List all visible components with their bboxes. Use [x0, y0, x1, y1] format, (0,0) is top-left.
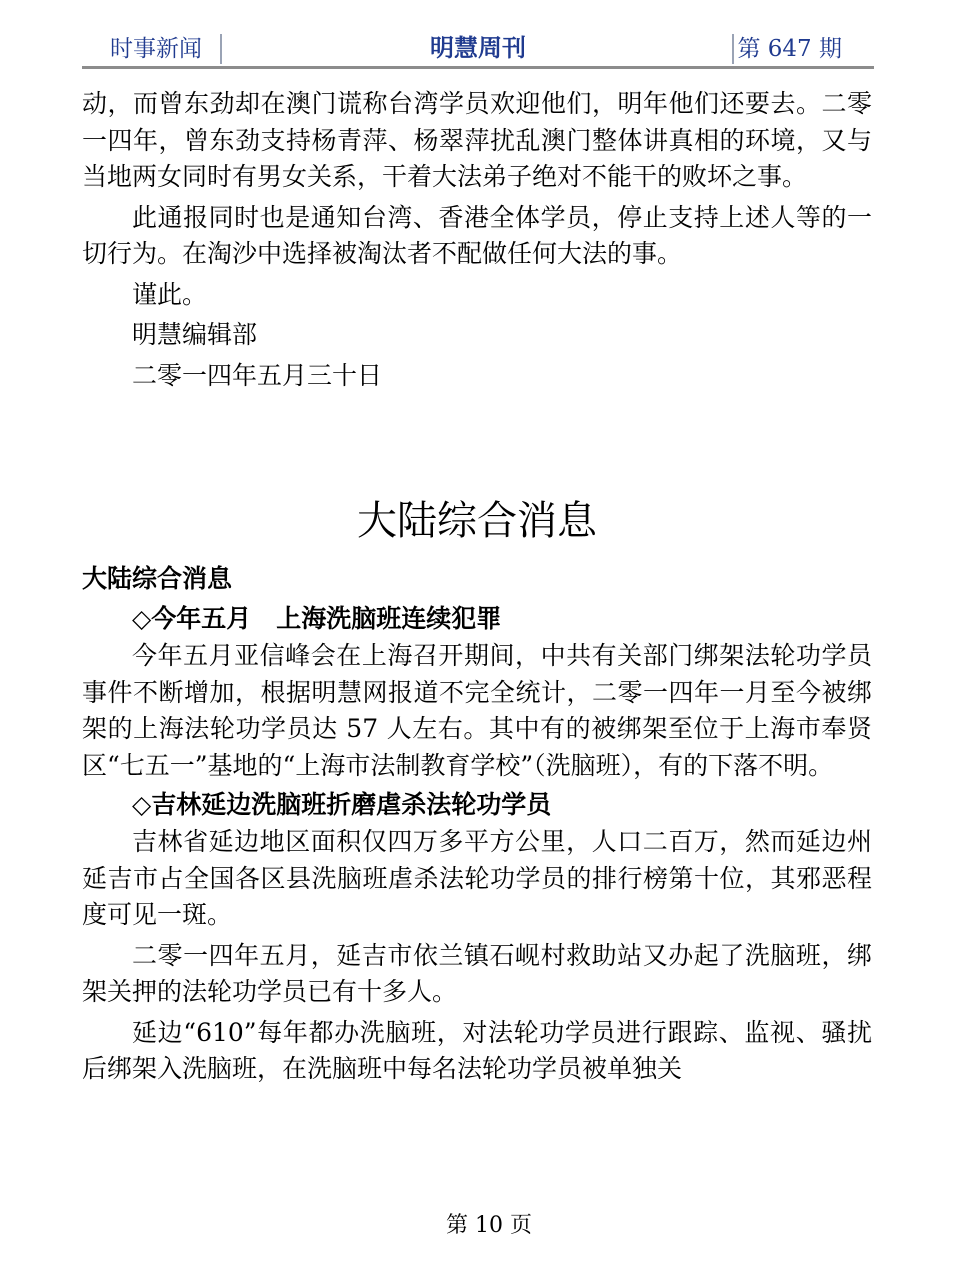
paragraph-yanbian-1: 吉林省延边地区面积仅四万多平方公里，人口二百万，然而延边州延吉市占全国各区县洗脑班虐杀法轮功学员的排行榜第十位，其邪恶程度可见一斑。 [82, 827, 872, 929]
paragraph-yanbian-3: 延边“610”每年都办洗脑班，对法轮功学员进行跟踪、监视、骚扰后绑架入洗脑班，在洗脑班中每名法轮功学员被单独关 [82, 1017, 872, 1083]
section-title: 大陆综合消息 [357, 498, 597, 544]
paragraph-yanbian-2: 二零一四年五月，延吉市依兰镇石岘村救助站又办起了洗脑班，绑架关押的法轮功学员已有十多人。 [82, 940, 872, 1006]
item-heading-shanghai: ◇今年五月 上海洗脑班连续犯罪 [132, 604, 502, 633]
page-body [82, 86, 872, 1088]
header-publication-title: 明慧周刊 [430, 34, 526, 62]
paragraph-date: 二零一四年五月三十日 [132, 360, 383, 390]
page-header [82, 26, 874, 68]
paragraph-shanghai: 今年五月亚信峰会在上海召开期间，中共有关部门绑架法轮功学员事件不断增加，根据明慧网报道不完全统计，二零一四年一月至今被绑架的上海法轮功学员达 57 人左右。其中有的被绑架至位于上海市奉贤区“七五一”基地的“上海市法制教育学校”（洗脑班），有的下落不明。 [82, 641, 872, 780]
header-issue-number: 第 647 期 [737, 36, 842, 62]
paragraph-signature: 明慧编辑部 [132, 320, 258, 349]
paragraph-continued: 动，而曾东劲却在澳门谎称台湾学员欢迎他们，明年他们还要去。二零一四年，曾东劲支持杨青萍、杨翠萍扰乱澳门整体讲真相的环境，又与当地两女同时有男女关系，干着大法弟子绝对不能干的败坏之事。 [82, 89, 872, 191]
header-section-name: 时事新闻 [110, 36, 202, 62]
page-number: 第 10 页 [446, 1213, 532, 1238]
paragraph-closing: 谨此。 [132, 279, 208, 309]
header-separator-right [732, 34, 734, 64]
subheading: 大陆综合消息 [82, 564, 233, 593]
paragraph-notice: 此通报同时也是通知台湾、香港全体学员，停止支持上述人等的一切行为。在淘沙中选择被淘汰者不配做任何大法的事。 [82, 202, 872, 268]
item-heading-yanbian: ◇吉林延边洗脑班折磨虐杀法轮功学员 [132, 790, 552, 819]
header-rule [82, 66, 874, 69]
